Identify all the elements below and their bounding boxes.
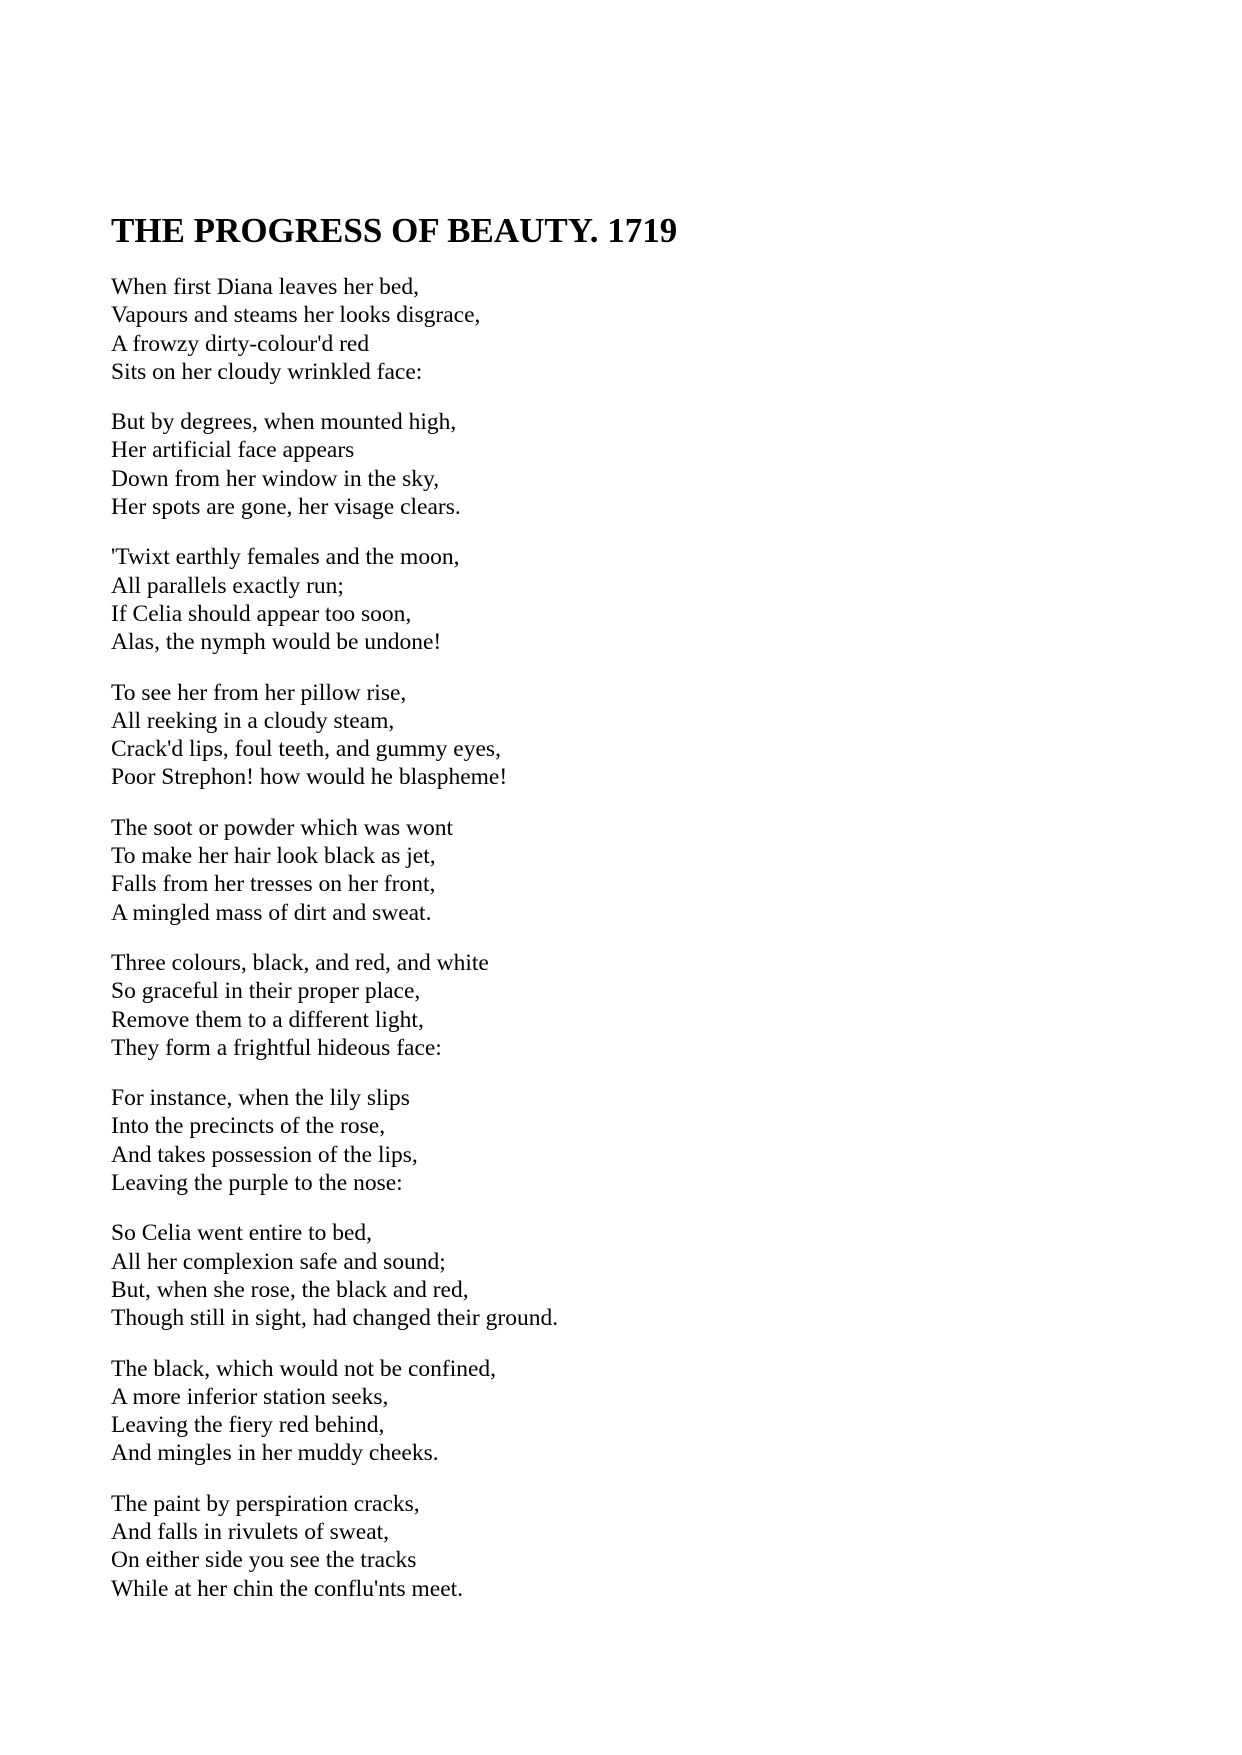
- verse-line: They form a frightful hideous face:: [111, 1034, 442, 1061]
- verse-line: Falls from her tresses on her front,: [111, 871, 436, 898]
- stanza-3: [111, 543, 1161, 656]
- verse-line: The black, which would not be confined,: [111, 1355, 497, 1382]
- verse-line: So graceful in their proper place,: [111, 978, 421, 1005]
- verse-line: To see her from her pillow rise,: [111, 679, 407, 706]
- verse-line: And mingles in her muddy cheeks.: [111, 1440, 439, 1467]
- verse-line: Alas, the nymph would be undone!: [111, 629, 442, 656]
- verse-line: Into the precincts of the rose,: [111, 1113, 386, 1140]
- verse-line: But by degrees, when mounted high,: [111, 409, 457, 436]
- verse-line: Her spots are gone, her visage clears.: [111, 494, 461, 521]
- verse-line: While at her chin the conflu'nts meet.: [111, 1575, 464, 1602]
- verse-line: So Celia went entire to bed,: [111, 1220, 373, 1247]
- verse-line: Leaving the purple to the nose:: [111, 1170, 403, 1197]
- verse-line: 'Twixt earthly females and the moon,: [111, 544, 460, 571]
- verse-line: For instance, when the lily slips: [111, 1085, 410, 1112]
- verse-line: Leaving the fiery red behind,: [111, 1412, 385, 1439]
- verse-line: Though still in sight, had changed their ground.: [111, 1305, 559, 1332]
- document-page: [111, 210, 1161, 1625]
- verse-line: When first Diana leaves her bed,: [111, 274, 419, 300]
- verse-line: All reeking in a cloudy steam,: [111, 707, 395, 734]
- verse-line: If Celia should appear too soon,: [111, 600, 412, 627]
- stanza-6: [111, 949, 1161, 1062]
- verse-line: Poor Strephon! how would he blaspheme!: [111, 764, 508, 791]
- stanza-7: [111, 1084, 1161, 1197]
- stanza-1: [111, 273, 1161, 386]
- stanza-5: [111, 814, 1161, 927]
- verse-line: On either side you see the tracks: [111, 1547, 417, 1574]
- verse-line: Three colours, black, and red, and white: [111, 949, 489, 976]
- stanza-9: [111, 1355, 1161, 1468]
- verse-line: To make her hair look black as jet,: [111, 843, 436, 870]
- stanza-2: [111, 408, 1161, 521]
- verse-line: The paint by perspiration cracks,: [111, 1490, 420, 1517]
- verse-line: All parallels exactly run;: [111, 572, 344, 599]
- verse-line: And falls in rivulets of sweat,: [111, 1518, 390, 1545]
- stanza-4: [111, 679, 1161, 792]
- verse-line: Down from her window in the sky,: [111, 465, 440, 492]
- verse-line: The soot or powder which was wont: [111, 814, 453, 841]
- verse-line: Sits on her cloudy wrinkled face:: [111, 358, 423, 385]
- verse-line: And takes possession of the lips,: [111, 1141, 418, 1168]
- stanza-10: [111, 1490, 1161, 1603]
- poem-title: THE PROGRESS OF BEAUTY. 1719: [111, 211, 678, 250]
- verse-line: A more inferior station seeks,: [111, 1383, 389, 1410]
- verse-line: Vapours and steams her looks disgrace,: [111, 302, 481, 329]
- stanza-8: [111, 1219, 1161, 1332]
- verse-line: Remove them to a different light,: [111, 1006, 424, 1033]
- verse-line: But, when she rose, the black and red,: [111, 1276, 469, 1303]
- verse-line: Crack'd lips, foul teeth, and gummy eyes,: [111, 736, 501, 763]
- verse-line: A frowzy dirty-colour'd red: [111, 330, 370, 357]
- verse-line: All her complexion safe and sound;: [111, 1248, 446, 1275]
- verse-line: A mingled mass of dirt and sweat.: [111, 899, 432, 926]
- verse-line: Her artificial face appears: [111, 437, 355, 464]
